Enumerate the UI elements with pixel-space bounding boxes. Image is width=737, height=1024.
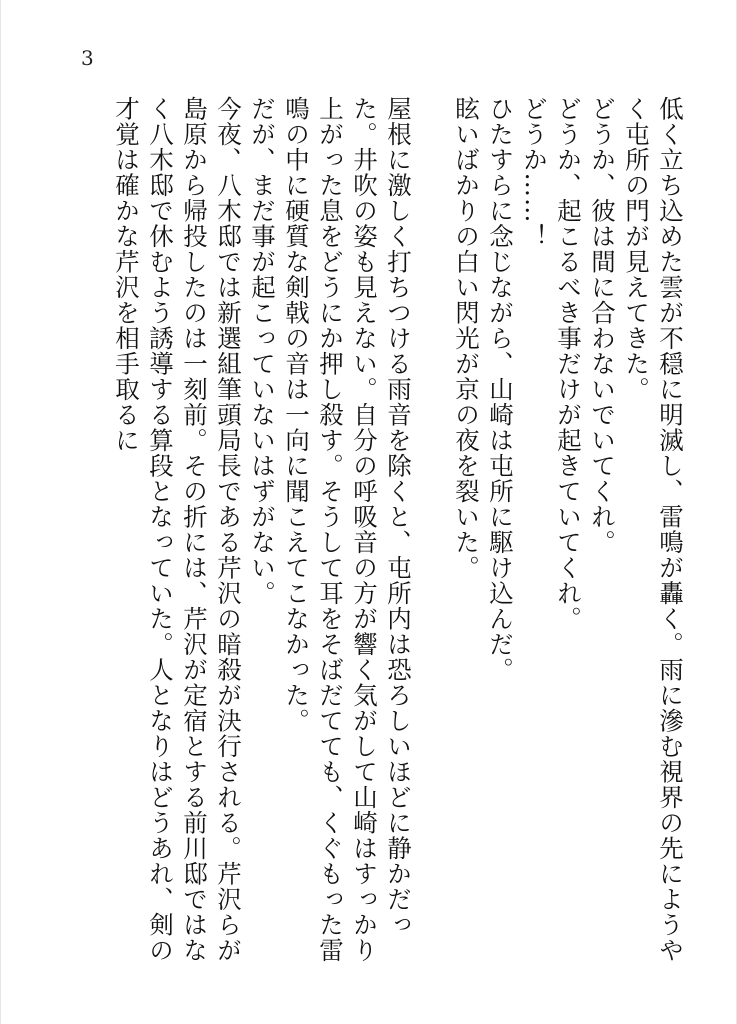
paragraph: 眩いばかりの白い閃光が京の夜を裂いた。	[452, 96, 481, 581]
paragraph: 今夜、八木邸では新選組筆頭局長である芹沢の暗殺が決行される。芹沢らが島原から帰投したのは一刻前。その折には、芹沢が定宿とする前川邸ではなく八木邸で休むよう誘導する算段となっていた。人となりはどうあれ、剣の才覚は確かな芹沢を相手取るに	[112, 96, 243, 963]
vertical-text-body	[77, 96, 687, 976]
paragraph: ひたすらに念じながら、山崎は屯所に駆け込んだ。	[486, 96, 515, 683]
paragraph: どうか、彼は間に合わないでいてくれ。	[588, 96, 617, 555]
page-number: 3	[81, 46, 94, 70]
scene-break-spacer	[415, 96, 449, 106]
paragraph: だが、まだ事が起こっていないはずがない。	[248, 96, 277, 606]
paragraph: 屋根に激しく打ちつける雨音を除くと、屯所内は恐ろしいほどに静かだった。井吹の姿も見えない。自分の呼吸音の方が響く気がして山崎はすっかり上がった息をどうにか押し殺す。そうして耳をそばだてても、くぐもった雷鳴の中に硬質な剣戟の音は一向に聞こえてこなかった。	[282, 96, 413, 963]
paragraph: 低く立ち込めた雲が不穏に明滅し、雷鳴が轟く。雨に滲む視界の先にようやく屯所の門が見えてきた。	[622, 96, 685, 963]
paragraph: どうか、起こるべき事だけが起きていてくれ。	[554, 96, 583, 632]
paragraph: どうか……！	[520, 96, 549, 249]
